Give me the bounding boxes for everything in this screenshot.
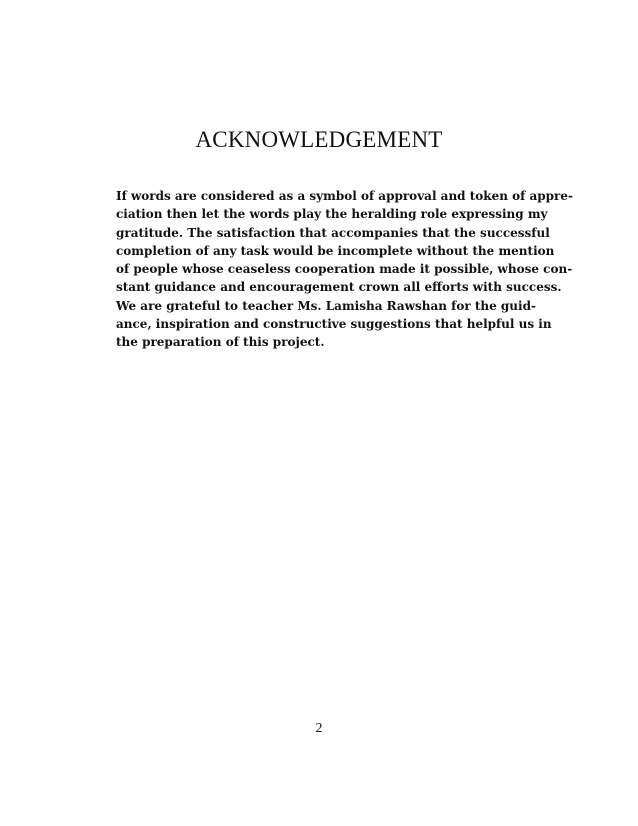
paragraph-line: ciation then let the words play the heralding role expressing my xyxy=(116,207,548,222)
page-number: 2 xyxy=(315,721,323,736)
paragraph-line: We are grateful to teacher Ms. Lamisha Rawshan for the guid- xyxy=(116,298,536,313)
paragraph-line: If words are considered as a symbol of approval and token of appre- xyxy=(116,189,573,203)
acknowledgement-paragraph xyxy=(116,187,573,352)
paragraph-line: the preparation of this project. xyxy=(116,335,325,350)
paragraph-line: stant guidance and encouragement crown all efforts with success. xyxy=(116,280,562,295)
paragraph-line: completion of any task would be incomplete without the mention xyxy=(116,243,555,258)
paragraph-line: ance, inspiration and constructive suggestions that helpful us in xyxy=(116,317,552,332)
page-title: ACKNOWLEDGEMENT xyxy=(195,127,443,152)
paragraph-line: gratitude. The satisfaction that accompanies that the successful xyxy=(116,225,550,240)
paragraph-line: of people whose ceaseless cooperation made it possible, whose con- xyxy=(116,262,573,277)
